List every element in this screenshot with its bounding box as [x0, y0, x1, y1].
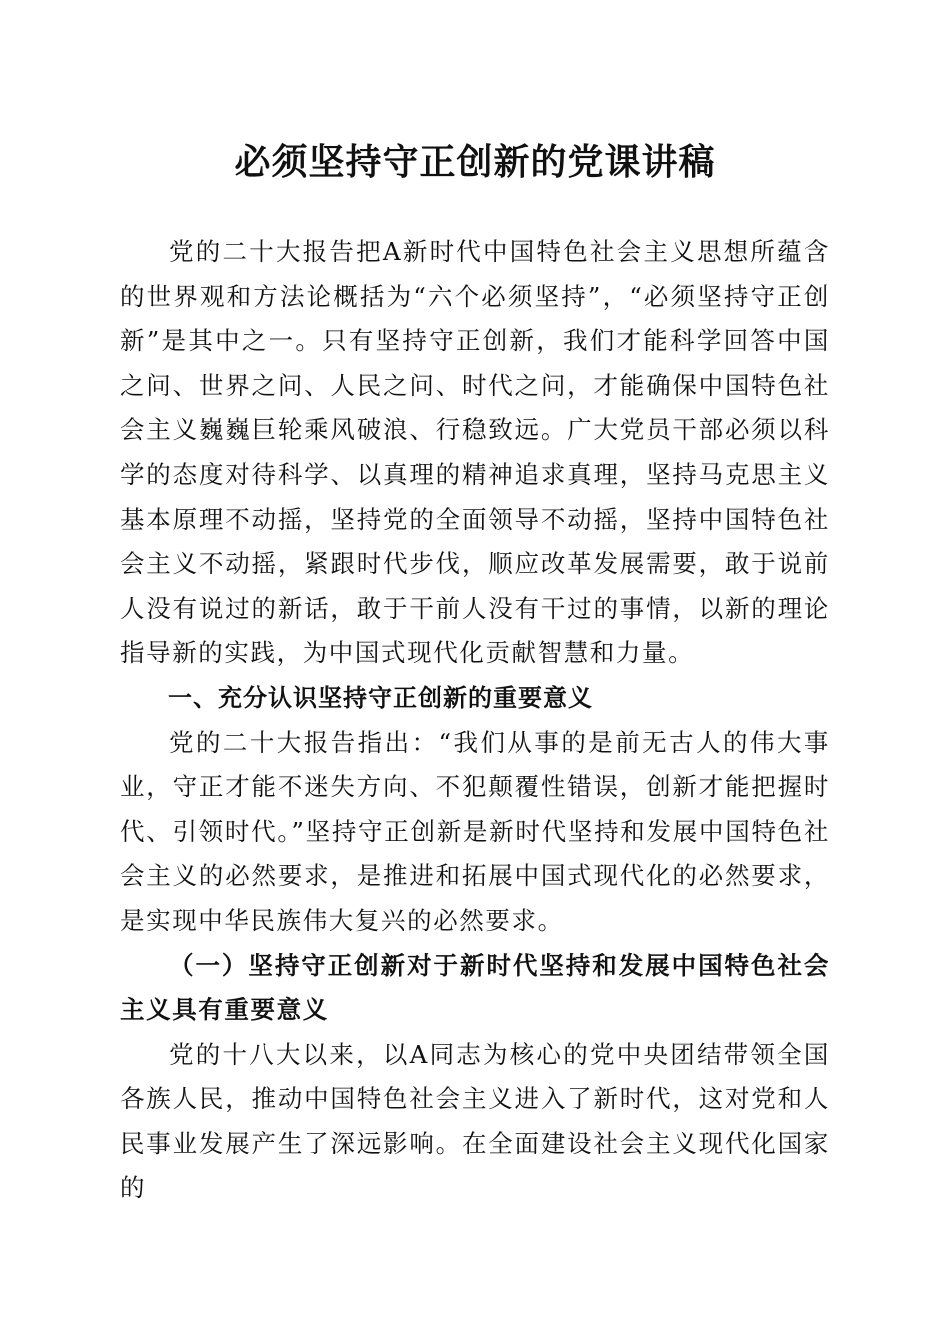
subsection-heading-1: （一）坚持守正创新对于新时代坚持和发展中国特色社会主义具有重要意义 [120, 950, 830, 1025]
document-body [120, 230, 830, 1211]
intro-paragraph: 党的二十大报告把A新时代中国特色社会主义思想所蕴含的世界观和方法论概括为“六个必须坚持”，“必须坚持守正创新”是其中之一。只有坚持守正创新，我们才能科学回答中国之问、世界之问、人民之问、时代之问，才能确保中国特色社会主义巍巍巨轮乘风破浪、行稳致远。广大党员干部必须以科学的态度对待科学、以真理的精神追求真理，坚持马克思主义基本原理不动摇，坚持党的全面领导不动摇，坚持中国特色社会主义不动摇，紧跟时代步伐，顺应改革发展需要，敢于说前人没有说过的新话，敢于干前人没有干过的事情，以新的理论指导新的实践，为中国式现代化贡献智慧和力量。 [120, 237, 830, 668]
subsection-1-paragraph: 党的十八大以来，以A同志为核心的党中央团结带领全国各族人民，推动中国特色社会主义进入了新时代，这对党和人民事业发展产生了深远影响。在全面建设社会主义现代化国家的 [120, 1039, 830, 1203]
section-1-paragraph: 党的二十大报告指出：“我们从事的是前无古人的伟大事业，守正才能不迷失方向、不犯颠覆性错误，创新才能把握时代、引领时代。”坚持守正创新是新时代坚持和发展中国特色社会主义的必然要求，是推进和拓展中国式现代化的必然要求，是实现中华民族伟大复兴的必然要求。 [120, 727, 830, 935]
document-title: 必须坚持守正创新的党课讲稿 [234, 141, 716, 183]
section-heading-1: 一、充分认识坚持守正创新的重要意义 [168, 683, 593, 712]
